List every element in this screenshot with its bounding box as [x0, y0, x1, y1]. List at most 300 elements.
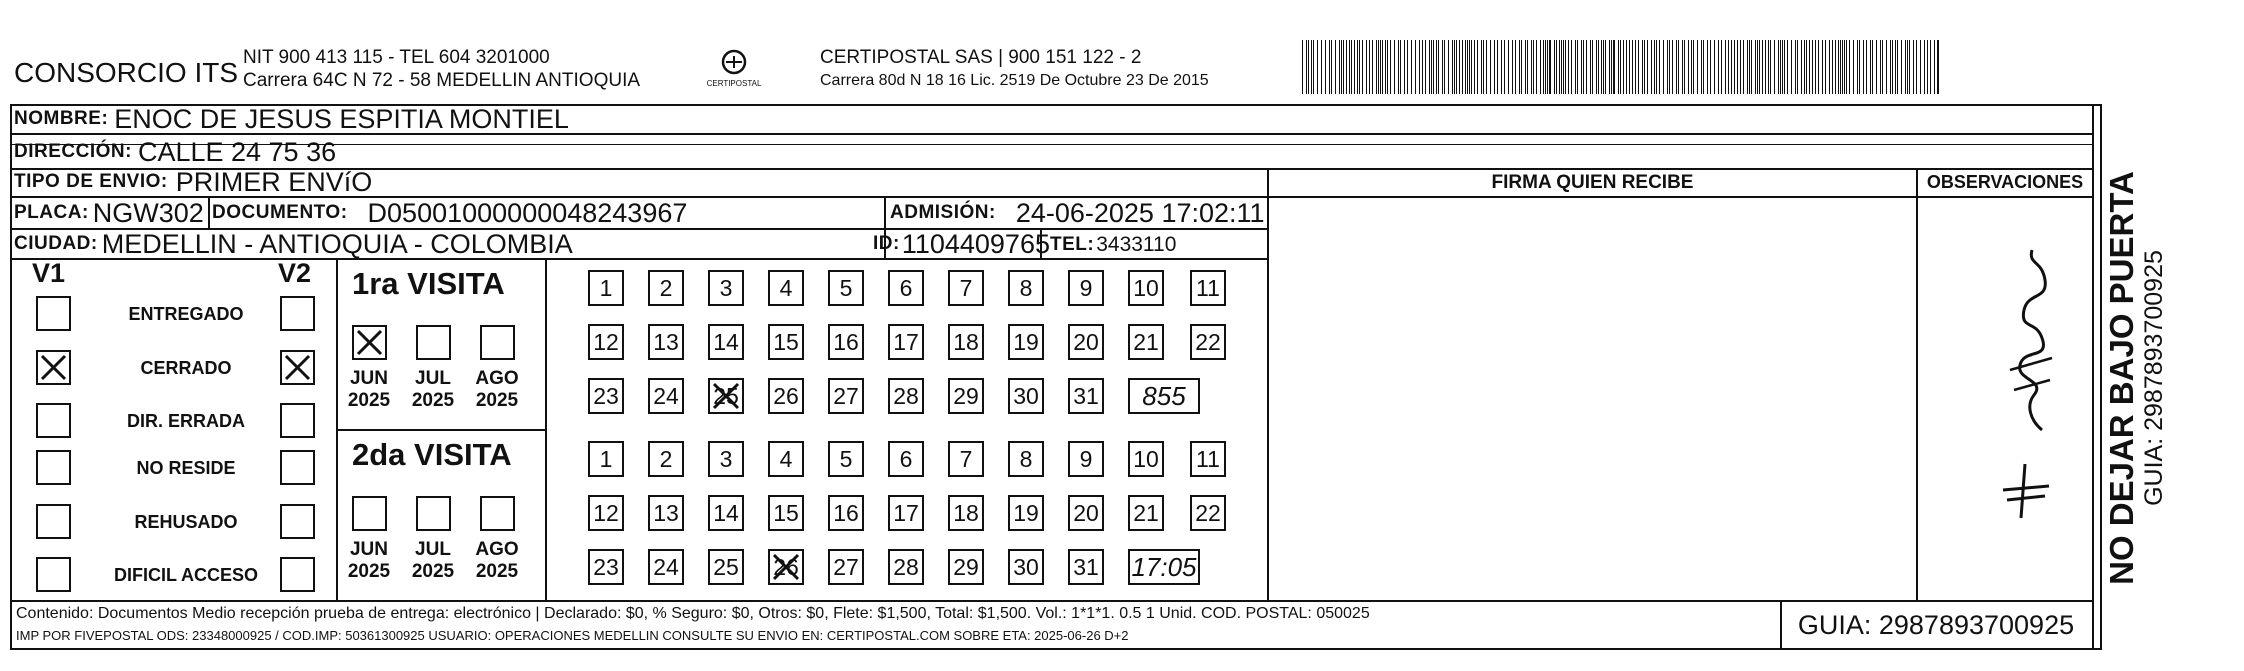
- barcode-bar: [1632, 40, 1633, 94]
- day-box[interactable]: 15: [768, 324, 804, 360]
- barcode-bar: [1812, 40, 1813, 94]
- barcode-bar: [1339, 40, 1340, 94]
- barcode-bar: [1743, 40, 1744, 94]
- barcode-bar: [1448, 40, 1449, 94]
- barcode-bar: [1519, 40, 1520, 94]
- barcode-bar: [1842, 40, 1843, 94]
- barcode-bar: [1829, 40, 1830, 94]
- day-box[interactable]: 9: [1068, 441, 1104, 477]
- barcode-bar: [1721, 40, 1722, 94]
- barcode-bar: [1863, 40, 1864, 94]
- day-box[interactable]: 3: [708, 441, 744, 477]
- barcode-bar: [1682, 40, 1683, 94]
- day-box[interactable]: 26: [768, 549, 804, 585]
- barcode-bar: [1419, 40, 1420, 94]
- month-label: [406, 368, 460, 412]
- barcode-bar: [1596, 40, 1597, 94]
- barcode-bar: [1561, 40, 1562, 94]
- barcode-bar: [1504, 40, 1505, 94]
- barcode-bar: [1469, 40, 1470, 94]
- barcode-bar: [1905, 40, 1906, 94]
- barcode-bar: [1815, 40, 1816, 94]
- day-box[interactable]: 22: [1190, 324, 1226, 360]
- day-box[interactable]: 29: [948, 378, 984, 414]
- company-name: CONSORCIO ITS: [14, 57, 239, 88]
- barcode-bar: [1547, 40, 1548, 94]
- day-box[interactable]: 30: [1008, 549, 1044, 585]
- barcode-bar: [1930, 40, 1931, 94]
- barcode-bar: [1590, 40, 1591, 94]
- day-box[interactable]: 9: [1068, 270, 1104, 306]
- barcode-bar: [1886, 40, 1887, 94]
- x-mark: [282, 352, 313, 383]
- barcode-bar: [1651, 40, 1652, 94]
- ciudad-value: MEDELLIN - ANTIOQUIA - COLOMBIA: [101, 228, 573, 259]
- barcode-bar: [1592, 40, 1593, 94]
- barcode-bar: [1688, 40, 1689, 94]
- barcode-bar: [1684, 40, 1685, 94]
- barcode-bar: [1780, 40, 1781, 94]
- recipient-signature: [1990, 220, 2070, 450]
- day-box[interactable]: 18: [948, 495, 984, 531]
- footer-content: Contenido: Documentos Medio recepción prueba de entrega: electrónico | Declarado: $0, % Seguro: $0, Otros: $0, Flete: $1,500, Total: $1,500. Vol.: 1*1*1. 0.5 1 Unid. COD. POSTAL: 050025: [16, 605, 1370, 622]
- day-box[interactable]: 21: [1128, 324, 1164, 360]
- barcode: [1302, 40, 1940, 94]
- barcode-bar: [1577, 40, 1578, 94]
- month-year: 2025: [347, 561, 391, 582]
- firma-header: FIRMA QUIEN RECIBE: [1491, 172, 1694, 193]
- side-guia: GUIA: 2987893700925: [2140, 250, 2168, 506]
- day-box[interactable]: 4: [768, 270, 804, 306]
- barcode-bar: [1876, 40, 1877, 94]
- day-box[interactable]: 4: [768, 441, 804, 477]
- barcode-bar: [1801, 40, 1802, 94]
- observation-mark: [1995, 460, 2055, 520]
- day-box[interactable]: 18: [948, 324, 984, 360]
- barcode-bar: [1731, 40, 1732, 94]
- day-box[interactable]: 11: [1190, 441, 1226, 477]
- documento-value: D05001000000048243967: [367, 197, 688, 228]
- barcode-bar: [1916, 40, 1917, 94]
- month-label: [470, 368, 524, 412]
- barcode-bar: [1394, 40, 1395, 94]
- barcode-bar: [1515, 40, 1516, 94]
- barcode-bar: [1759, 40, 1760, 94]
- placa-row: [14, 198, 204, 228]
- month-name: JUL: [415, 539, 451, 560]
- barcode-bar: [1697, 40, 1698, 94]
- day-box[interactable]: 5: [828, 270, 864, 306]
- barcode-bar: [1909, 40, 1910, 94]
- barcode-bar: [1770, 40, 1771, 94]
- barcode-bar: [1325, 40, 1326, 94]
- barcode-bar: [1452, 40, 1453, 94]
- day-box[interactable]: 19: [1008, 324, 1044, 360]
- observaciones-header: OBSERVACIONES: [1926, 172, 2084, 192]
- admision-row: [890, 198, 1265, 228]
- status-label: REHUSADO: [134, 512, 238, 532]
- barcode-bar: [1613, 40, 1615, 94]
- barcode-bar: [1433, 40, 1434, 94]
- month-year: 2025: [475, 390, 519, 411]
- day-box[interactable]: 23: [588, 378, 624, 414]
- day-box[interactable]: 8: [1008, 270, 1044, 306]
- barcode-bar: [1737, 40, 1738, 94]
- barcode-bar: [1486, 40, 1487, 94]
- day-box[interactable]: 16: [828, 495, 864, 531]
- barcode-bar: [1462, 40, 1463, 94]
- barcode-bar: [1425, 40, 1426, 94]
- barcode-bar: [1701, 40, 1702, 94]
- barcode-bar: [1609, 40, 1610, 94]
- day-box[interactable]: 29: [948, 549, 984, 585]
- day-box[interactable]: 17: [888, 495, 924, 531]
- barcode-bar: [1444, 40, 1445, 94]
- ciudad-label: CIUDAD:: [14, 233, 98, 254]
- barcode-bar: [1438, 40, 1439, 94]
- month-label: [470, 539, 524, 583]
- barcode-bar: [1471, 40, 1472, 94]
- month-checkbox[interactable]: [416, 496, 451, 531]
- barcode-bar: [1765, 40, 1766, 94]
- month-checkbox[interactable]: [480, 325, 515, 360]
- direccion-value: CALLE 24 75 36: [137, 136, 337, 167]
- barcode-bar: [1667, 40, 1668, 94]
- barcode-bar: [1620, 40, 1621, 94]
- month-checkbox[interactable]: [352, 325, 387, 360]
- day-box[interactable]: 11: [1190, 270, 1226, 306]
- barcode-bar: [1429, 40, 1430, 94]
- barcode-bar: [1809, 40, 1810, 94]
- barcode-bar: [1477, 40, 1478, 94]
- barcode-bar: [1892, 40, 1893, 94]
- day-box[interactable]: 6: [888, 270, 924, 306]
- x-mark: [354, 327, 385, 358]
- barcode-bar: [1656, 40, 1657, 94]
- barcode-bar: [1846, 40, 1847, 94]
- day-box[interactable]: 31: [1068, 378, 1104, 414]
- day-box[interactable]: 13: [648, 324, 684, 360]
- barcode-bar: [1583, 40, 1584, 94]
- day-box[interactable]: 20: [1068, 495, 1104, 531]
- day-box[interactable]: 25: [708, 378, 744, 414]
- barcode-bar: [1725, 40, 1726, 94]
- status-label: CERRADO: [140, 358, 232, 378]
- tipo-value: PRIMER ENVíO: [175, 166, 373, 197]
- barcode-bar: [1543, 40, 1544, 94]
- barcode-bar: [1467, 40, 1468, 94]
- barcode-bar: [1311, 40, 1312, 94]
- day-box[interactable]: 28: [888, 378, 924, 414]
- barcode-bar: [1385, 40, 1386, 94]
- barcode-bar: [1611, 40, 1612, 94]
- barcode-bar: [1774, 40, 1775, 94]
- nombre-row: [14, 104, 569, 134]
- day-box[interactable]: 30: [1008, 378, 1044, 414]
- barcode-bar: [1707, 40, 1708, 94]
- month-label: [342, 368, 396, 412]
- day-box[interactable]: 27: [828, 549, 864, 585]
- day-box[interactable]: 20: [1068, 324, 1104, 360]
- barcode-bar: [1343, 40, 1344, 94]
- day-box[interactable]: 1: [588, 441, 624, 477]
- barcode-bar: [1659, 40, 1660, 94]
- barcode-bar: [1559, 40, 1560, 94]
- barcode-bar: [1880, 40, 1881, 94]
- admision-value: 24-06-2025 17:02:11: [1015, 197, 1265, 228]
- barcode-bar: [1937, 40, 1939, 94]
- day-box[interactable]: 24: [648, 378, 684, 414]
- barcode-bar: [1840, 40, 1841, 94]
- barcode-bar: [1710, 40, 1711, 94]
- x-mark: [710, 380, 742, 412]
- v2-checkbox[interactable]: [280, 557, 315, 592]
- barcode-bar: [1822, 40, 1823, 94]
- day-box[interactable]: 16: [828, 324, 864, 360]
- nombre-label: NOMBRE:: [14, 108, 109, 129]
- barcode-bar: [1635, 40, 1636, 94]
- barcode-bar: [1768, 40, 1769, 94]
- day-box[interactable]: 26: [768, 378, 804, 414]
- day-box[interactable]: 13: [648, 495, 684, 531]
- month-name: AGO: [475, 368, 519, 389]
- barcode-bar: [1481, 40, 1482, 94]
- day-box[interactable]: 5: [828, 441, 864, 477]
- barcode-bar: [1795, 40, 1796, 94]
- barcode-bar: [1647, 40, 1648, 94]
- v1-checkbox[interactable]: [36, 296, 71, 331]
- barcode-bar: [1907, 40, 1908, 94]
- barcode-bar: [1436, 40, 1437, 94]
- barcode-bar: [1895, 40, 1896, 94]
- visit-title: 2da VISITA: [352, 437, 512, 472]
- barcode-bar: [1601, 40, 1602, 94]
- day-box[interactable]: 6: [888, 441, 924, 477]
- nombre-value: ENOC DE JESUS ESPITIA MONTIEL: [114, 103, 569, 134]
- placa-value: NGW302: [92, 197, 204, 228]
- admision-label: ADMISIÓN:: [890, 202, 996, 223]
- v1-checkbox[interactable]: [36, 557, 71, 592]
- day-box[interactable]: 8: [1008, 441, 1044, 477]
- documento-label: DOCUMENTO:: [212, 202, 348, 223]
- tipo-label: TIPO DE ENVIO:: [14, 171, 168, 192]
- v1-checkbox[interactable]: [36, 504, 71, 539]
- barcode-bar: [1354, 40, 1355, 94]
- v2-checkbox[interactable]: [280, 450, 315, 485]
- day-box[interactable]: 21: [1128, 495, 1164, 531]
- barcode-bar: [1422, 40, 1423, 94]
- barcode-bar: [1357, 40, 1358, 94]
- barcode-bar: [1556, 40, 1557, 94]
- barcode-bar: [1508, 40, 1509, 94]
- barcode-bar: [1497, 40, 1498, 94]
- barcode-bar: [1747, 40, 1748, 94]
- company-address: Carrera 64C N 72 - 58 MEDELLIN ANTIOQUIA: [243, 70, 641, 91]
- x-mark: [38, 352, 69, 383]
- day-box[interactable]: 3: [708, 270, 744, 306]
- barcode-bar: [1313, 40, 1314, 94]
- svg-text:CERTIPOSTAL: CERTIPOSTAL: [706, 79, 762, 88]
- day-box[interactable]: 27: [828, 378, 864, 414]
- v2-checkbox[interactable]: [280, 403, 315, 438]
- barcode-bar: [1605, 40, 1606, 94]
- barcode-bar: [1442, 40, 1443, 94]
- barcode-bar: [1844, 40, 1845, 94]
- barcode-bar: [1308, 40, 1309, 94]
- ciudad-row: [14, 229, 573, 259]
- placa-label: PLACA:: [14, 202, 89, 223]
- barcode-bar: [1501, 40, 1502, 94]
- barcode-bar: [1642, 40, 1643, 94]
- month-name: JUN: [349, 368, 388, 389]
- barcode-bar: [1920, 40, 1921, 94]
- day-box[interactable]: 14: [708, 495, 744, 531]
- day-box[interactable]: 15: [768, 495, 804, 531]
- day-box[interactable]: 1: [588, 270, 624, 306]
- month-year: 2025: [347, 390, 391, 411]
- v2-checkbox[interactable]: [280, 504, 315, 539]
- barcode-bar: [1934, 40, 1935, 94]
- v2-label: V2: [278, 258, 312, 288]
- barcode-bar: [1791, 40, 1792, 94]
- barcode-bar: [1454, 40, 1455, 94]
- barcode-bar: [1718, 40, 1719, 94]
- barcode-bar: [1672, 40, 1673, 94]
- barcode-bar: [1762, 40, 1763, 94]
- barcode-bar: [1351, 40, 1352, 94]
- month-checkbox[interactable]: [352, 496, 387, 531]
- barcode-bar: [1494, 40, 1495, 94]
- barcode-bar: [1870, 40, 1871, 94]
- day-box[interactable]: 25: [708, 549, 744, 585]
- month-year: 2025: [411, 561, 455, 582]
- barcode-bar: [1456, 40, 1457, 94]
- barcode-bar: [1331, 40, 1332, 94]
- barcode-bar: [1474, 40, 1475, 94]
- barcode-bar: [1638, 40, 1639, 94]
- barcode-bar: [1825, 40, 1826, 94]
- id-row: [873, 229, 1050, 259]
- barcode-bar: [1568, 40, 1569, 94]
- month-name: AGO: [475, 539, 519, 560]
- day-box[interactable]: 2: [648, 441, 684, 477]
- day-box[interactable]: 12: [588, 495, 624, 531]
- barcode-bar: [1703, 40, 1704, 94]
- barcode-bar: [1644, 40, 1645, 94]
- day-box[interactable]: 2: [648, 270, 684, 306]
- barcode-bar: [1626, 40, 1627, 94]
- barcode-bar: [1533, 40, 1534, 94]
- barcode-bar: [1349, 40, 1350, 94]
- company-nit: NIT 900 413 115 - TEL 604 3201000: [243, 47, 550, 68]
- barcode-bar: [1853, 40, 1854, 94]
- day-box[interactable]: 10: [1128, 441, 1164, 477]
- v2-checkbox[interactable]: [280, 350, 315, 385]
- month-year: 2025: [475, 561, 519, 582]
- barcode-bar: [1465, 40, 1466, 94]
- barcode-bar: [1849, 40, 1850, 94]
- barcode-bar: [1369, 40, 1370, 94]
- barcode-bar: [1804, 40, 1805, 94]
- barcode-bar: [1835, 40, 1836, 94]
- day-box[interactable]: 28: [888, 549, 924, 585]
- month-name: JUL: [415, 368, 451, 389]
- barcode-bar: [1329, 40, 1330, 94]
- barcode-bar: [1728, 40, 1729, 94]
- barcode-bar: [1832, 40, 1833, 94]
- day-box[interactable]: 7: [948, 270, 984, 306]
- day-box[interactable]: 7: [948, 441, 984, 477]
- v1-checkbox[interactable]: [36, 403, 71, 438]
- barcode-bar: [1483, 40, 1484, 94]
- day-box[interactable]: 24: [648, 549, 684, 585]
- visit-title: 1ra VISITA: [352, 266, 505, 301]
- barcode-bar: [1366, 40, 1367, 94]
- day-box[interactable]: 14: [708, 324, 744, 360]
- status-label: DIR. ERRADA: [126, 411, 245, 431]
- id-label: ID:: [873, 233, 900, 254]
- direccion-row: [14, 136, 336, 168]
- documento-row: [212, 198, 687, 228]
- barcode-bar: [1740, 40, 1741, 94]
- barcode-bar: [1431, 40, 1432, 94]
- barcode-bar: [1654, 40, 1655, 94]
- v1-checkbox[interactable]: [36, 350, 71, 385]
- day-box[interactable]: 22: [1190, 495, 1226, 531]
- barcode-bar: [1866, 40, 1867, 94]
- barcode-bar: [1380, 40, 1381, 94]
- month-checkbox[interactable]: [480, 496, 515, 531]
- day-box[interactable]: 19: [1008, 495, 1044, 531]
- barcode-bar: [1571, 40, 1572, 94]
- time-box[interactable]: 17:05: [1128, 549, 1200, 585]
- certipostal-logo: [704, 48, 764, 92]
- barcode-bar: [1563, 40, 1564, 94]
- barcode-bar: [1549, 40, 1551, 94]
- barcode-bar: [1321, 40, 1322, 94]
- barcode-bar: [1317, 40, 1318, 94]
- footer-imp: IMP POR FIVEPOSTAL ODS: 23348000925 / COD.IMP: 50361300925 USUARIO: OPERACIONES MEDELLIN CONSULTE SU ENVIO EN: CERTIPOSTAL.COM SOBRE ETA: 2025-06-26 D+2: [16, 628, 1129, 643]
- barcode-bar: [1859, 40, 1860, 94]
- barcode-bar: [1623, 40, 1624, 94]
- barcode-bar: [1545, 40, 1546, 94]
- day-box[interactable]: 17: [888, 324, 924, 360]
- barcode-bar: [1714, 40, 1715, 94]
- barcode-bar: [1755, 40, 1756, 94]
- barcode-bar: [1490, 40, 1491, 94]
- barcode-bar: [1857, 40, 1858, 94]
- barcode-bar: [1927, 40, 1928, 94]
- barcode-bar: [1913, 40, 1914, 94]
- month-checkbox[interactable]: [416, 325, 451, 360]
- barcode-bar: [1872, 40, 1873, 94]
- barcode-bar: [1525, 40, 1526, 94]
- barcode-bar: [1376, 40, 1377, 94]
- time-box[interactable]: 855: [1128, 378, 1200, 414]
- barcode-bar: [1618, 40, 1619, 94]
- month-label: [406, 539, 460, 583]
- day-box[interactable]: 23: [588, 549, 624, 585]
- barcode-bar: [1691, 40, 1692, 94]
- day-box[interactable]: 10: [1128, 270, 1164, 306]
- v1-checkbox[interactable]: [36, 450, 71, 485]
- day-box[interactable]: 31: [1068, 549, 1104, 585]
- day-box[interactable]: 12: [588, 324, 624, 360]
- v2-checkbox[interactable]: [280, 296, 315, 331]
- barcode-bar: [1757, 40, 1758, 94]
- barcode-bar: [1346, 40, 1347, 94]
- v1-label: V1: [32, 258, 66, 288]
